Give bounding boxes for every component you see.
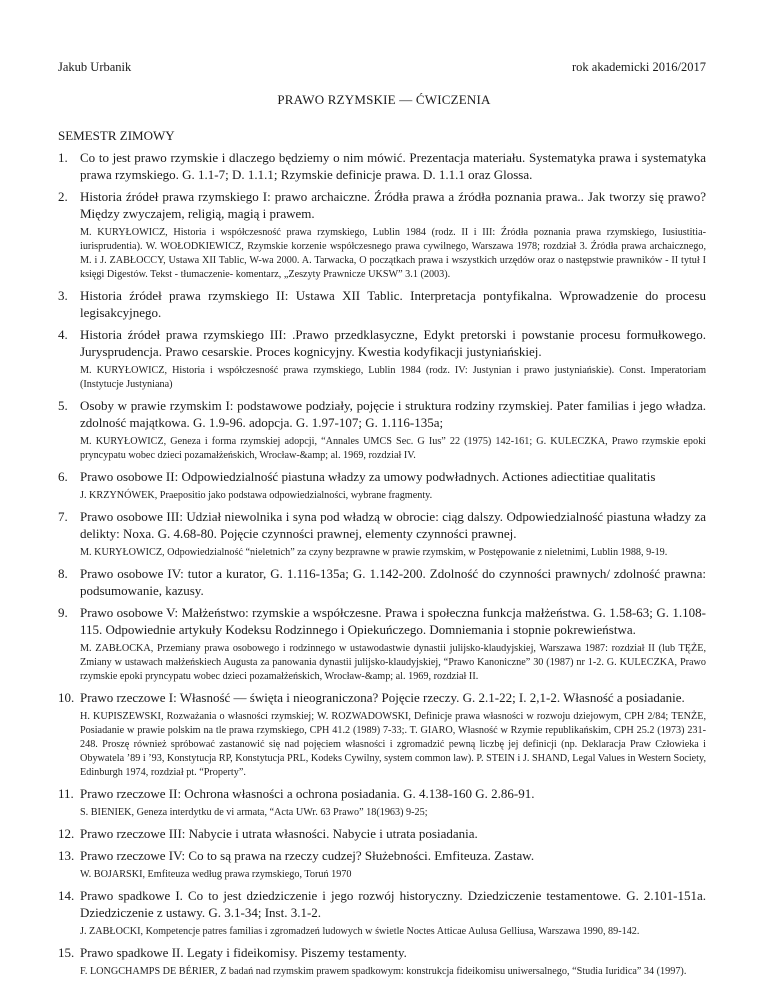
item-number: 6. — [58, 469, 68, 484]
item-text: Historia źródeł prawa rzymskiego I: prawo archaiczne. Źródła prawa a źródła poznania prawa.. Jak tworzy się prawo? Między zwyczajem, religią, magią i prawem. — [80, 189, 706, 221]
item-number: 13. — [58, 848, 75, 863]
academic-year: rok akademicki 2016/2017 — [572, 60, 706, 74]
syllabus-item — [58, 887, 706, 921]
item-number: 1. — [58, 150, 68, 165]
reading-reference: W. BOJARSKI, Emfiteuza według prawa rzymskiego, Toruń 1970 — [80, 869, 352, 880]
item-number: 2. — [58, 189, 68, 204]
syllabus-item — [58, 149, 706, 183]
reading-reference: H. KUPISZEWSKI, Rozważania o własności rzymskiej; W. ROZWADOWSKI, Definicje prawa własności w rozwoju dziejowym, CPH 2/84; TENŻE, Posiadanie w prawie polskim na tle prawa rzymskiego, CPH 41.2 (1989) 7-33;. T. GIARO, Własność w Rzymie republikańskim, CPH 25.2 (1973) 231-248. Proszę również spróbować zastanowić się nad pojęciem własności i zgromadzić pewną liczbę jej definicji (np. Deklaracja Praw Człowieka i Obywatela ’89 i ’93, Konstytucja RP, Konstytucja PRL, Kodeks Cywilny, system common law). P. STEIN i J. SHAND, Legal Values in Western Society, Edinburgh 1974, rozdział pt. “Property”. — [80, 711, 706, 778]
item-number: 15. — [58, 945, 75, 960]
reading-reference: M. ZABŁOCKA, Przemiany prawa osobowego i rodzinnego w ustawodastwie dynastii julijsko-klaudyjskiej, Warszawa 1987: rozdział II (lub TĘŻE, Zmiany w ustawach małżeńskiech Augusta za panowania dynastii julijsko-klaudyjskiej, “Prawo Kanoniczne” 30 (1987) nr 1-2. G. KULECZKA, Prawo rzymskie epoki pryncypatu wobec dzieci pozamałżeńskich, Wrocław-&amp; al. 1969, rozdział II. — [80, 643, 706, 682]
item-number: 3. — [58, 288, 68, 303]
syllabus-item — [58, 689, 706, 706]
item-text: Osoby w prawie rzymskim I: podstawowe podziały, pojęcie i struktura rodziny rzymskiej. Pater familias i jego władza. zdolność majątkowa. G. 1.9-96. adopcja. G. 1.97-107; G. 1.116-135a; — [80, 398, 706, 430]
item-number: 7. — [58, 509, 68, 524]
item-number: 9. — [58, 605, 68, 620]
syllabus-item — [58, 468, 706, 485]
syllabus-list — [58, 149, 706, 979]
item-number: 14. — [58, 888, 75, 903]
syllabus-item — [58, 326, 706, 360]
item-text: Historia źródeł prawa rzymskiego III: .Prawo przedklasyczne, Edykt pretorski i powstanie procesu formułkowego. Jurysprudencja. Prawo cesarskie. Proces kognicyjny. Kwestia kodyfikacji justyniańskiej. — [80, 327, 706, 359]
item-number: 10. — [58, 690, 75, 705]
item-number: 4. — [58, 327, 68, 342]
item-text: Prawo osobowe V: Małżeństwo: rzymskie a współczesne. Prawa i społeczna funkcja małżeństwa. G. 1.58-63; G. 1.108-115. Odpowiednie artykuły Kodeksu Rodzinnego i Opiekuńczego. Domniemania i stopnie pokrewieństwa. — [80, 605, 706, 637]
item-text: Prawo rzeczowe III: Nabycie i utrata własności. Nabycie i utrata posiadania. — [80, 826, 478, 841]
reading-reference: J. ZABŁOCKI, Kompetencje patres familias i zgromadzeń ludowych w świetle Noctes Atticae Aulusa Gelliusa, Warszawa 1990, 89-142. — [80, 926, 640, 937]
item-number: 5. — [58, 398, 68, 413]
syllabus-item — [58, 825, 706, 842]
syllabus-item — [58, 604, 706, 638]
item-text: Co to jest prawo rzymskie i dlaczego będziemy o nim mówić. Prezentacja materiału. Systematyka prawa i systematyka prawa rzymskiego. G. 1.1-7; D. 1.1.1; Rzymskie definicje prawa. D. 1.1.1 oraz Glossa. — [80, 150, 706, 182]
semester-heading: SEMESTR ZIMOWY — [58, 128, 175, 143]
item-text: Prawo rzeczowe II: Ochrona własności a ochrona posiadania. G. 4.138-160 G. 2.86-91. — [80, 786, 535, 801]
item-text: Prawo osobowe II: Odpowiedzialność piastuna władzy za umowy podwładnych. Actiones adiectitiae qualitatis — [80, 469, 656, 484]
item-number: 12. — [58, 826, 75, 841]
item-text: Prawo spadkowe I. Co to jest dziedziczenie i jego rozwój historyczny. Dziedziczenie testamentowe. G. 2.101-151a. Dziedziczenie z ustawy. G. 3.1-34; Inst. 3.1-2. — [80, 888, 706, 920]
reading-reference: M. KURYŁOWICZ, Geneza i forma rzymskiej adopcji, “Annales UMCS Sec. G Ius” 22 (1975) 142-161; G. KULECZKA, Prawo rzymskie epoki pryncypatu wobec dzieci pozamałżeńskich, Wrocław-&amp; al. 1969, rozdział IV. — [80, 436, 706, 461]
syllabus-item — [58, 847, 706, 864]
item-text: Prawo rzeczowe I: Własność — święta i nieograniczona? Pojęcie rzeczy. G. 2.1-22; I. 2,1-2. Własność a posiadanie. — [80, 690, 685, 705]
item-number: 11. — [58, 786, 74, 801]
syllabus-item — [58, 188, 706, 222]
syllabus-item — [58, 785, 706, 802]
item-text: Prawo osobowe III: Udział niewolnika i syna pod władzą w obrocie: ciąg dalszy. Odpowiedzialność piastuna władzy za delikty: Noxa. G. 4.68-80. Pojęcie czynności prawnej, elementy czynności prawnej. — [80, 509, 706, 541]
syllabus-content — [58, 128, 706, 979]
reading-reference: M. KURYŁOWICZ, Historia i współczesność prawa rzymskiego, Lublin 1984 (rodz. IV: Justynian i prawo justyniańskie). Const. Imperatoriam (Instytucje Justyniana) — [80, 365, 706, 390]
syllabus-item — [58, 397, 706, 431]
reading-reference: M. KURYŁOWICZ, Odpowiedzialność “nieletnich” za czyny bezprawne w prawie rzymskim, w Postępowanie z nieletnimi, Lublin 1988, 9-19. — [80, 547, 668, 558]
syllabus-item — [58, 508, 706, 542]
item-text: Historia źródeł prawa rzymskiego II: Ustawa XII Tablic. Interpretacja pontyfikalna. Wprowadzenie do procesu legisakcyjnego. — [80, 288, 706, 320]
syllabus-item — [58, 944, 706, 961]
item-text: Prawo rzeczowe IV: Co to są prawa na rzeczy cudzej? Służebności. Emfiteuza. Zastaw. — [80, 848, 535, 863]
reading-reference: S. BIENIEK, Geneza interdytku de vi armata, “Acta UWr. 63 Prawo” 18(1963) 9-25; — [80, 807, 428, 818]
page-header — [58, 60, 706, 75]
item-text: Prawo spadkowe II. Legaty i fideikomisy. Piszemy testamenty. — [80, 945, 407, 960]
author-name: Jakub Urbanik — [58, 60, 132, 74]
syllabus-item — [58, 287, 706, 321]
document-title: PRAWO RZYMSKIE — ĆWICZENIA — [277, 92, 491, 107]
item-number: 8. — [58, 566, 68, 581]
reading-reference: F. LONGCHAMPS DE BÉRIER, Z badań nad rzymskim prawem spadkowym: konstrukcja fideikomisu uniwersalnego, “Studia Iuridica” 34 (1997). — [80, 966, 687, 977]
reading-reference: M. KURYŁOWICZ, Historia i współczesność prawa rzymskiego, Lublin 1984 (rodz. II i III: Źródła poznania prawa rzymskiego, Iusiustitia-iurisprudentia). W. WOŁODKIEWICZ, Rzymskie korzenie współczesnego prawa cywilnego, Warszawa 1978; rozdział 3. Źródła prawa archaicznego, M. i J. ZABŁOCCY, Ustawa XII Tablic, W-wa 2000. A. Tarwacka, O początkach prawa i wszystkich urzędów oraz o następstwie prawników - II tytuł I księgi Digestów. Tekst - tłumaczenie- komentarz, „Zeszyty Prawnicze UKSW” 3.1 (2003). — [80, 227, 706, 280]
reading-reference: J. KRZYNÓWEK, Praepositio jako podstawa odpowiedzialności, wybrane fragmenty. — [80, 490, 433, 501]
item-text: Prawo osobowe IV: tutor a kurator, G. 1.116-135a; G. 1.142-200. Zdolność do czynności prawnych/ zdolność prawna: podsumowanie, kazusy. — [80, 566, 706, 598]
syllabus-item — [58, 565, 706, 599]
